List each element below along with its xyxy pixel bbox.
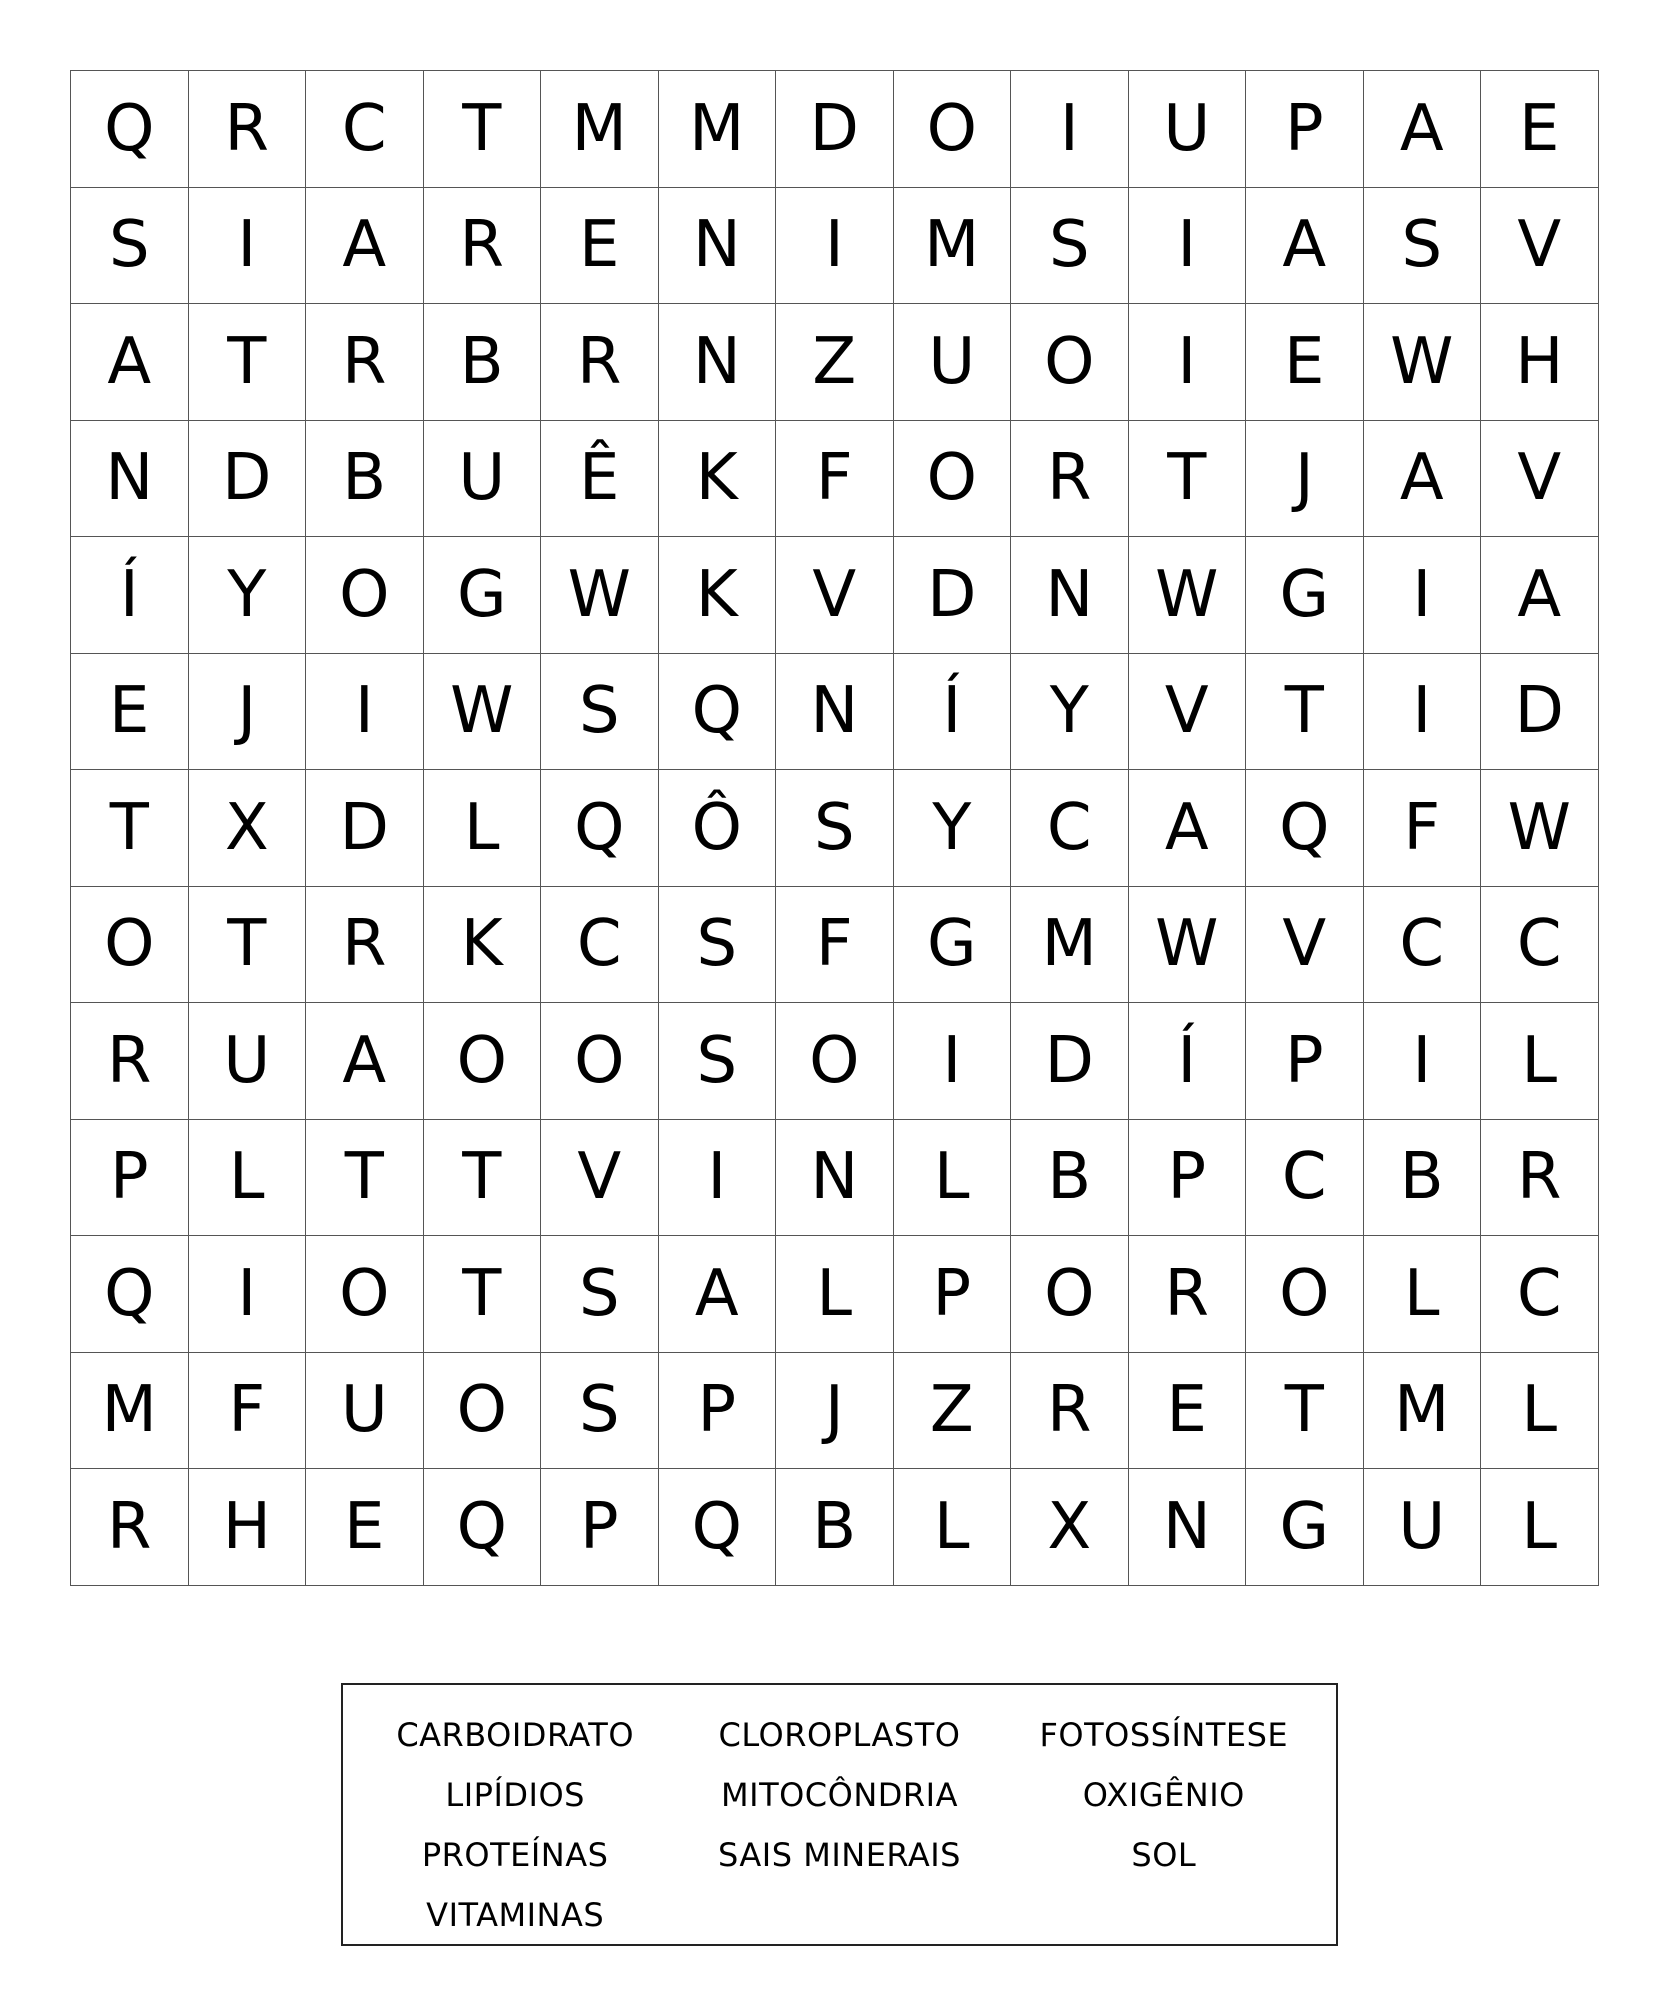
grid-cell[interactable]: P [1246,1003,1364,1120]
grid-cell[interactable]: U [188,1003,306,1120]
grid-cell[interactable]: N [71,420,189,537]
grid-cell[interactable]: R [306,304,424,421]
grid-cell[interactable]: I [1011,71,1129,188]
grid-row [71,1119,1599,1236]
grid-cell[interactable]: U [893,304,1011,421]
grid-cell[interactable]: G [423,537,541,654]
grid-cell[interactable]: T [1246,653,1364,770]
grid-cell[interactable]: I [188,187,306,304]
grid-cell[interactable]: Í [893,653,1011,770]
grid-cell[interactable]: Q [423,1469,541,1586]
grid-cell[interactable]: A [306,187,424,304]
grid-cell[interactable]: X [188,770,306,887]
grid-cell[interactable]: Z [776,304,894,421]
grid-cell[interactable]: N [1128,1469,1246,1586]
grid-cell[interactable]: L [776,1236,894,1353]
grid-row [71,537,1599,654]
grid-cell[interactable]: K [423,886,541,1003]
grid-cell[interactable]: V [776,537,894,654]
word-list-item: CARBOIDRATO [396,1716,635,1754]
grid-cell[interactable]: C [1246,1119,1364,1236]
grid-cell[interactable]: B [776,1469,894,1586]
grid-cell[interactable]: S [541,1236,659,1353]
grid-cell[interactable]: D [188,420,306,537]
word-search-grid [70,70,1599,1586]
grid-cell[interactable]: L [1481,1469,1599,1586]
grid-cell[interactable]: T [188,304,306,421]
grid-cell[interactable]: L [1363,1236,1481,1353]
grid-cell[interactable]: D [306,770,424,887]
grid-cell[interactable]: F [1363,770,1481,887]
grid-cell[interactable]: H [188,1469,306,1586]
grid-cell[interactable]: C [1363,886,1481,1003]
grid-cell[interactable]: T [306,1119,424,1236]
grid-cell[interactable]: C [306,71,424,188]
grid-row [71,304,1599,421]
grid-cell[interactable]: L [1481,1003,1599,1120]
grid-cell[interactable]: L [893,1119,1011,1236]
grid-cell[interactable]: K [658,537,776,654]
grid-cell[interactable]: G [1246,1469,1364,1586]
grid-cell[interactable]: I [776,187,894,304]
grid-cell[interactable]: U [1128,71,1246,188]
grid-cell[interactable]: A [306,1003,424,1120]
grid-cell[interactable]: U [306,1352,424,1469]
word-list-item: CLOROPLASTO [718,1716,961,1754]
grid-cell[interactable]: L [893,1469,1011,1586]
grid-cell[interactable]: C [1481,1236,1599,1353]
grid-cell[interactable]: A [1363,71,1481,188]
grid-cell[interactable]: R [71,1003,189,1120]
grid-cell[interactable]: M [1363,1352,1481,1469]
grid-row [71,1236,1599,1353]
grid-cell[interactable]: R [1481,1119,1599,1236]
grid-cell[interactable]: O [306,537,424,654]
grid-cell[interactable]: Q [71,1236,189,1353]
grid-cell[interactable]: R [188,71,306,188]
grid-row [71,1003,1599,1120]
grid-cell[interactable]: Y [893,770,1011,887]
grid-cell[interactable]: Z [893,1352,1011,1469]
grid-cell[interactable]: V [1481,420,1599,537]
grid-cell[interactable]: Y [188,537,306,654]
word-list-item: MITOCÔNDRIA [721,1776,958,1814]
grid-cell[interactable]: L [188,1119,306,1236]
grid-row [71,187,1599,304]
grid-cell[interactable]: I [1128,187,1246,304]
grid-cell[interactable]: I [1128,304,1246,421]
grid-cell[interactable]: P [541,1469,659,1586]
grid-cell[interactable]: S [658,886,776,1003]
grid-cell[interactable]: O [893,71,1011,188]
grid-cell[interactable]: P [71,1119,189,1236]
grid-cell[interactable]: M [541,71,659,188]
grid-cell[interactable]: I [1363,537,1481,654]
grid-cell[interactable]: S [1011,187,1129,304]
grid-cell[interactable]: Í [1128,1003,1246,1120]
grid-cell[interactable]: H [1481,304,1599,421]
grid-cell[interactable]: B [306,420,424,537]
grid-cell[interactable]: S [776,770,894,887]
grid-cell[interactable]: R [423,187,541,304]
grid-cell[interactable]: E [1246,304,1364,421]
grid-cell[interactable]: W [541,537,659,654]
grid-cell[interactable]: W [1363,304,1481,421]
grid-cell[interactable]: B [1363,1119,1481,1236]
grid-cell[interactable]: R [1011,1352,1129,1469]
grid-cell[interactable]: R [541,304,659,421]
grid-cell[interactable]: R [306,886,424,1003]
grid-cell[interactable]: C [1011,770,1129,887]
word-list-item: PROTEÍNAS [421,1836,609,1874]
grid-cell[interactable]: O [71,886,189,1003]
grid-cell[interactable]: W [1128,537,1246,654]
grid-cell[interactable]: J [188,653,306,770]
grid-cell[interactable]: P [893,1236,1011,1353]
word-list-item: SAIS MINERAIS [717,1836,961,1874]
grid-row [71,653,1599,770]
grid-row [71,886,1599,1003]
grid-cell[interactable]: J [1246,420,1364,537]
grid-cell[interactable]: P [658,1352,776,1469]
grid-cell[interactable]: O [893,420,1011,537]
word-list-item: FOTOSSÍNTESE [1039,1716,1289,1754]
grid-cell[interactable]: S [71,187,189,304]
grid-row [71,420,1599,537]
grid-cell[interactable]: N [776,1119,894,1236]
grid-cell[interactable]: D [1481,653,1599,770]
grid-cell[interactable]: Q [658,653,776,770]
grid-cell[interactable]: Ô [658,770,776,887]
grid-cell[interactable]: T [1128,420,1246,537]
word-list-item: LIPÍDIOS [445,1776,585,1814]
grid-cell[interactable]: W [423,653,541,770]
grid-cell[interactable]: R [1011,420,1129,537]
grid-cell[interactable]: I [1363,1003,1481,1120]
grid-cell[interactable]: D [1011,1003,1129,1120]
grid-cell[interactable]: O [306,1236,424,1353]
grid-cell[interactable]: O [1011,1236,1129,1353]
grid-cell[interactable]: S [541,653,659,770]
grid-cell[interactable]: V [1128,653,1246,770]
grid-cell[interactable]: C [1481,886,1599,1003]
grid-cell[interactable]: F [188,1352,306,1469]
grid-row [71,1469,1599,1586]
grid-cell[interactable]: T [1246,1352,1364,1469]
grid-cell[interactable]: N [658,187,776,304]
word-list-item: VITAMINAS [426,1896,605,1934]
grid-cell[interactable]: I [893,1003,1011,1120]
grid-cell[interactable]: I [306,653,424,770]
grid-cell[interactable]: Q [71,71,189,188]
grid-cell[interactable]: P [1128,1119,1246,1236]
grid-cell[interactable]: G [1246,537,1364,654]
grid-cell[interactable]: U [1363,1469,1481,1586]
grid-cell[interactable]: M [1011,886,1129,1003]
grid-cell[interactable]: X [1011,1469,1129,1586]
grid-cell[interactable]: E [1481,71,1599,188]
grid-cell[interactable]: P [1246,71,1364,188]
grid-cell[interactable]: N [658,304,776,421]
grid-cell[interactable]: K [658,420,776,537]
grid-cell[interactable]: S [1363,187,1481,304]
grid-cell[interactable]: O [423,1352,541,1469]
grid-cell[interactable]: V [541,1119,659,1236]
grid-row [71,1352,1599,1469]
grid-cell[interactable]: A [1128,770,1246,887]
grid-cell[interactable]: N [1011,537,1129,654]
grid-cell[interactable]: A [1246,187,1364,304]
grid-cell[interactable]: A [658,1236,776,1353]
grid-cell[interactable]: A [1363,420,1481,537]
grid-cell[interactable]: W [1481,770,1599,887]
grid-cell[interactable]: T [188,886,306,1003]
grid-cell[interactable]: A [1481,537,1599,654]
grid-cell[interactable]: D [893,537,1011,654]
grid-cell[interactable]: Q [1246,770,1364,887]
grid-cell[interactable]: O [1011,304,1129,421]
grid-cell[interactable]: G [893,886,1011,1003]
grid-cell[interactable]: I [188,1236,306,1353]
grid-cell[interactable]: S [541,1352,659,1469]
grid-cell[interactable]: Ê [541,420,659,537]
grid-cell[interactable]: O [1246,1236,1364,1353]
grid-cell[interactable]: O [541,1003,659,1120]
grid-cell[interactable]: M [71,1352,189,1469]
grid-cell[interactable]: E [1128,1352,1246,1469]
grid-cell[interactable]: U [423,420,541,537]
grid-cell[interactable]: W [1128,886,1246,1003]
grid-cell[interactable]: I [658,1119,776,1236]
grid-cell[interactable]: N [776,653,894,770]
grid-cell[interactable]: B [1011,1119,1129,1236]
grid-cell[interactable]: T [423,1236,541,1353]
grid-row [71,71,1599,188]
grid-cell[interactable]: R [71,1469,189,1586]
grid-cell[interactable]: Í [71,537,189,654]
grid-cell[interactable]: S [658,1003,776,1120]
grid-cell[interactable]: V [1481,187,1599,304]
grid-cell[interactable]: O [423,1003,541,1120]
grid-cell[interactable]: F [776,886,894,1003]
grid-cell[interactable]: T [423,1119,541,1236]
grid-cell[interactable]: L [1481,1352,1599,1469]
word-list-item: SOL [1131,1836,1197,1874]
grid-cell[interactable]: O [776,1003,894,1120]
grid-cell[interactable]: E [541,187,659,304]
word-list-item: OXIGÊNIO [1082,1776,1245,1814]
word-list [353,1705,1326,1945]
word-list-box [341,1683,1338,1946]
grid-cell[interactable]: Y [1011,653,1129,770]
grid-row [71,770,1599,887]
grid-cell[interactable]: F [776,420,894,537]
grid-cell[interactable]: A [71,304,189,421]
grid-cell[interactable]: M [658,71,776,188]
grid-cell[interactable]: Q [541,770,659,887]
grid-cell[interactable]: C [541,886,659,1003]
grid-cell[interactable]: R [1128,1236,1246,1353]
grid-cell[interactable]: M [893,187,1011,304]
grid-cell[interactable]: I [1363,653,1481,770]
grid-cell[interactable]: B [423,304,541,421]
grid-cell[interactable]: D [776,71,894,188]
grid-cell[interactable]: J [776,1352,894,1469]
grid-cell[interactable]: E [71,653,189,770]
grid-cell[interactable]: E [306,1469,424,1586]
grid-cell[interactable]: Q [658,1469,776,1586]
grid-cell[interactable]: V [1246,886,1364,1003]
grid-cell[interactable]: L [423,770,541,887]
grid-cell[interactable]: T [71,770,189,887]
grid-cell[interactable]: T [423,71,541,188]
